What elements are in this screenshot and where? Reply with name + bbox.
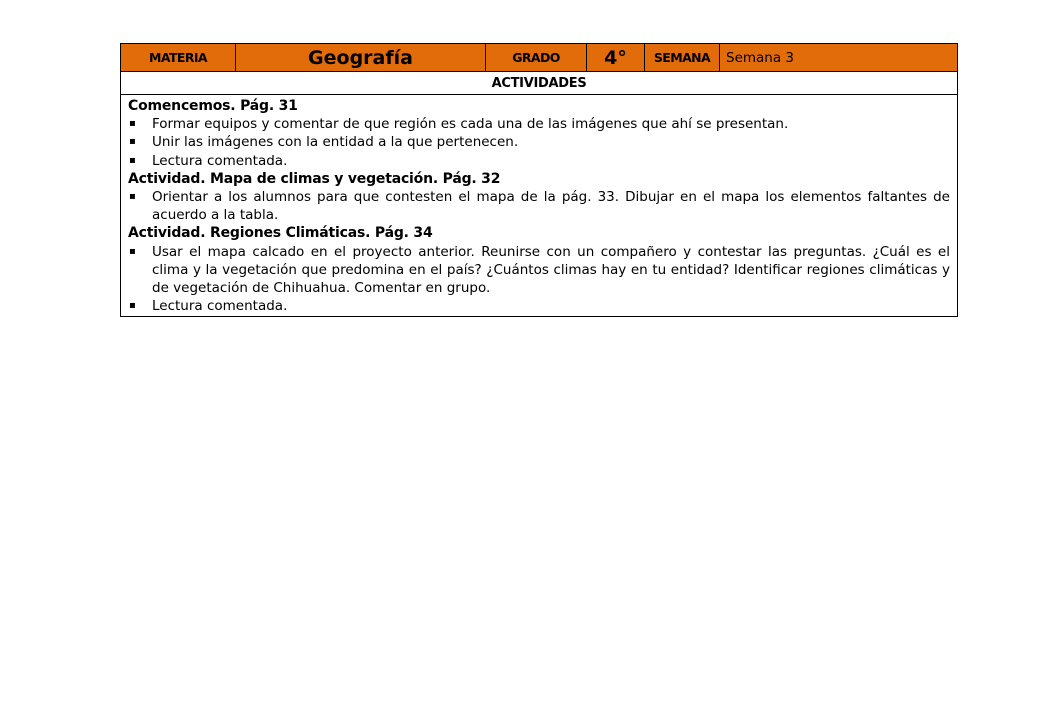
week-label: SEMANA — [645, 44, 720, 72]
section-title: Actividad. Regiones Climáticas. Pág. 34 — [128, 225, 433, 242]
list-item — [128, 115, 950, 133]
lesson-plan-table — [120, 43, 958, 317]
bullet-icon: ▪ — [129, 154, 136, 166]
section-title: Actividad. Mapa de climas y vegetación. Pág. 32 — [128, 170, 501, 187]
bullet-icon: ▪ — [129, 136, 136, 148]
bullet-icon: ▪ — [129, 245, 136, 257]
list-item — [128, 188, 950, 224]
subject-value: Geografía — [236, 44, 486, 72]
bullet-icon: ▪ — [129, 118, 136, 130]
activities-title: ACTIVIDADES — [121, 72, 958, 95]
list-item-text: Usar el mapa calcado en el proyecto anterior. Reunirse con un compañero y contestar las preguntas. ¿Cuál es el clima y la vegetación que predomina en el país? ¿Cuántos climas hay en tu entidad? Identificar regiones climáticas y de vegetación de Chihuahua. Comentar en grupo. — [152, 243, 950, 297]
subject-label: MATERIA — [121, 44, 236, 72]
list-item — [128, 152, 950, 170]
list-item-text: Lectura comentada. — [152, 298, 288, 315]
section-title: Comencemos. Pág. 31 — [128, 98, 298, 114]
week-value: Semana 3 — [720, 44, 958, 72]
list-item-text: Formar equipos y comentar de que región es cada una de las imágenes que ahí se presentan. — [152, 116, 789, 133]
activities-title-row — [121, 72, 958, 95]
grade-label: GRADO — [486, 44, 587, 72]
activities-body-row — [121, 95, 958, 317]
bullet-icon: ▪ — [129, 191, 136, 203]
list-item — [128, 297, 950, 315]
bullet-icon: ▪ — [129, 300, 136, 312]
header-row — [121, 44, 958, 72]
list-item-text: Orientar a los alumnos para que contesten el mapa de la pág. 33. Dibujar en el mapa los elementos faltantes de acuerdo a la tabla. — [152, 189, 950, 224]
list-item — [128, 133, 950, 151]
list-item — [128, 243, 950, 298]
list-item-text: Unir las imágenes con la entidad a la que pertenecen. — [152, 134, 519, 151]
activities-body — [121, 95, 958, 317]
list-item-text: Lectura comentada. — [152, 152, 288, 169]
grade-value: 4° — [587, 44, 645, 72]
